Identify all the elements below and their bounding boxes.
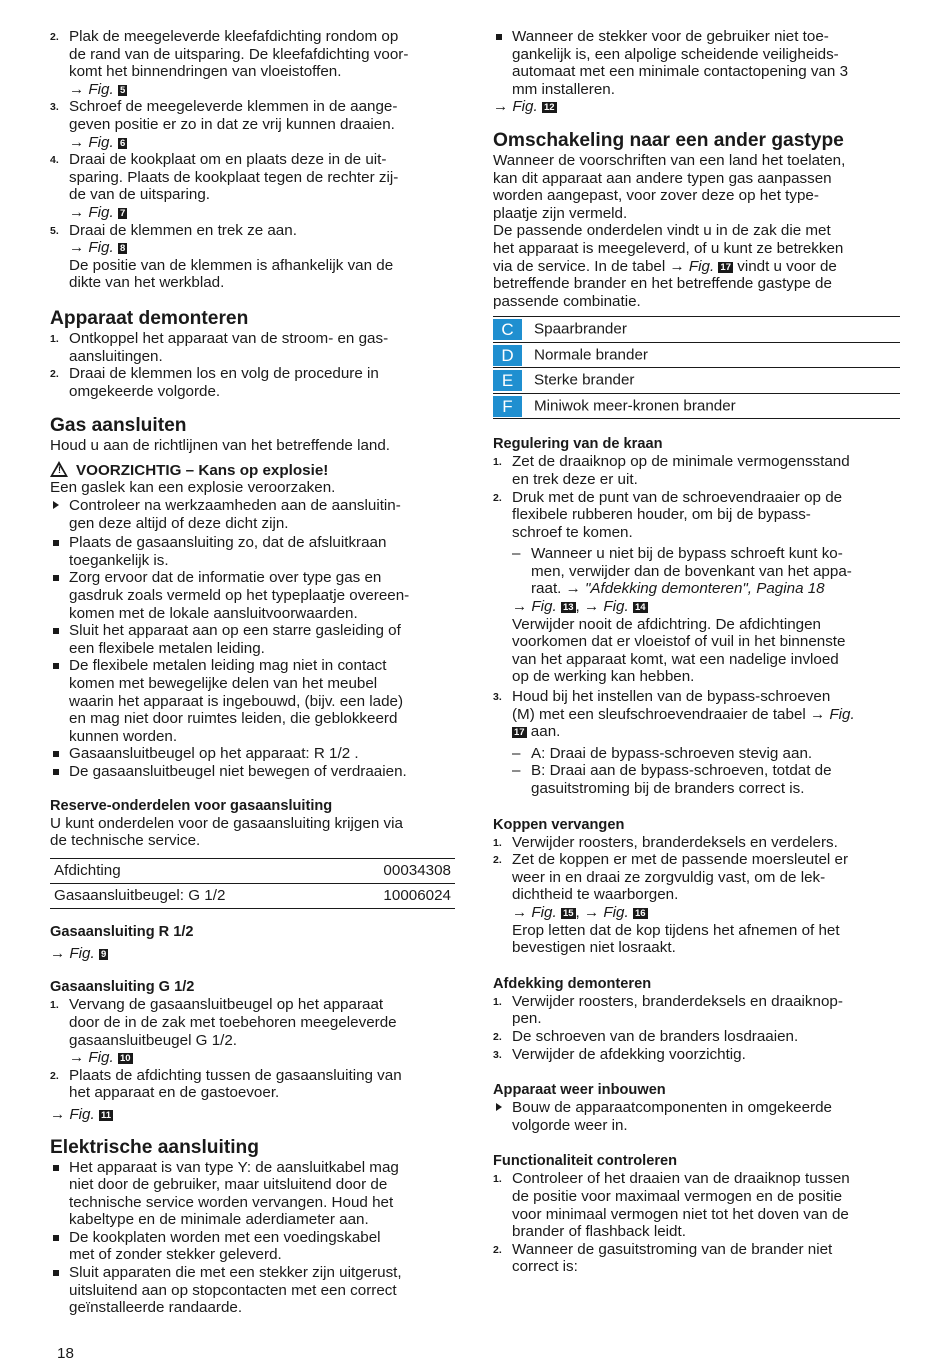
page-number: 18 <box>57 1345 74 1360</box>
step-number: 5. <box>50 224 59 237</box>
bullet-icon <box>53 575 59 581</box>
part-name: Gasaansluitbeugel: G 1/2 <box>50 883 335 908</box>
section-title-g12: Gasaansluiting G 1/2 <box>50 979 195 996</box>
fig-ref: → Fig. 7 <box>69 203 126 221</box>
burner-name: Sterke brander <box>534 371 635 389</box>
warning-heading: ! VOORZICHTIG – Kans op explosie! <box>50 461 455 480</box>
list-item: Wanneer de stekker voor de gebruiker niet toe- gankelijk is, een alpolige scheidende veiligheids- automaat met een minimale contactopening van 3 mm installeren. <box>493 28 900 98</box>
omschakeling-text: Wanneer de voorschriften van een land het toelaten, kan dit apparaat aan andere typen gas aanpassen worden aangepast, voor zover deze op het type- plaatje zijn vermeld. De passende onderdelen vindt u in de zak die met het apparaat is meegeleverd, of u kunt ze betrekken via de service. In de tabel → Fig. 17 vindt u voor de betreffende brander en het betreffende gastype de passende combinatie. <box>493 151 846 310</box>
step-number: 3. <box>50 101 59 114</box>
bullet-icon <box>53 769 59 775</box>
dash-item: – A: Draai de bypass-schroeven stevig aan. <box>512 744 813 762</box>
section-title-elektrisch: Elektrische aansluiting <box>50 1136 260 1158</box>
list-item: Sluit apparaten die met een stekker zijn uitgerust, uitsluitend aan op stopcontacten met een correct geïnstalleerde randaarde. <box>50 1264 455 1317</box>
section-title-kraan: Regulering van de kraan <box>493 436 663 453</box>
install-steps-list <box>50 28 455 292</box>
part-code: 10006024 <box>335 883 455 908</box>
list-item: 1. Ontkoppel het apparaat van de stroom- en gas- aansluitingen. <box>50 329 389 365</box>
list-item: Zorg ervoor dat de informatie over type gas en gasdruk zoals vermeld op het typeplaatje overeen- komen met de lokale aansluitvoorwaarden. <box>50 569 455 622</box>
cross-reference-link[interactable]: → "Afdekking demonteren", Pagina 18 <box>565 580 825 598</box>
step-number: 1. <box>493 1173 502 1186</box>
bullet-icon <box>53 1165 59 1171</box>
gas-bullets-list <box>50 534 455 780</box>
step-number: 3. <box>493 1048 502 1061</box>
bullet-icon <box>53 540 59 546</box>
table-row <box>50 858 455 883</box>
burner-name: Spaarbrander <box>534 320 627 338</box>
list-item: 4. Draai de kookplaat om en plaats deze in de uit- sparing. Plaats de kookplaat tegen de rechter zij- de van de uitsparing. → Fig. 7 <box>50 151 455 221</box>
burner-letter-badge: E <box>493 370 522 391</box>
step-number: 2. <box>50 31 59 43</box>
section-title-functionaliteit: Functionaliteit controleren <box>493 1153 678 1170</box>
burner-letter-badge: F <box>493 396 522 417</box>
functionaliteit-steps-list <box>493 1170 900 1276</box>
afdekking-steps-list <box>493 993 900 1063</box>
step-number: 1. <box>493 995 502 1008</box>
list-item: 2. De schroeven van de branders losdraaien. <box>493 1027 799 1045</box>
gas-intro: Houd u aan de richtlijnen van het betreffende land. <box>50 437 390 455</box>
action-arrow-icon <box>53 501 59 509</box>
dash-item: – B: Draai aan de bypass-schroeven, totdat de gasuitstroming bij de branders correct is. <box>512 762 832 797</box>
fig-ref: → Fig. 10 <box>69 1049 131 1067</box>
bullet-icon <box>53 1235 59 1241</box>
list-item: 1. Verwijder roosters, branderdeksels en draaiknop- pen. <box>493 992 843 1028</box>
section-title-koppen: Koppen vervangen <box>493 816 625 833</box>
section-title-gas: Gas aansluiten <box>50 415 187 437</box>
table-row <box>493 342 900 368</box>
action-step: Bouw de apparaatcomponenten in omgekeerde volgorde weer in. <box>493 1099 900 1134</box>
step-number: 2. <box>50 368 59 381</box>
warning-triangle-icon: ! <box>50 461 68 477</box>
table-row <box>493 393 900 419</box>
fig-ref: → Fig. 5 <box>69 80 126 98</box>
list-item: Het apparaat is van type Y: de aansluitkabel mag niet door de gebruiker, maar uitsluitend door de technische service worden vervangen. Houd het kabeltype en de minimale aderdiameter aan. <box>50 1159 455 1229</box>
burner-name: Miniwok meer-kronen brander <box>534 397 736 415</box>
list-item: Gasaansluitbeugel op het apparaat: R 1/2 . <box>50 745 455 763</box>
section-title-inbouwen: Apparaat weer inbouwen <box>493 1082 666 1099</box>
bullet-icon <box>53 663 59 669</box>
bullet-icon <box>53 628 59 634</box>
list-item: 1. Controleer of het draaien van de draaiknop tussen de positie voor maximaal vermogen en de positie voor minimaal vermogen niet tot het doven van de brander of flashback leidt. <box>493 1170 850 1241</box>
fig-ref: → Fig. 6 <box>69 133 126 151</box>
demonteren-steps-list <box>50 330 455 400</box>
step-number: 4. <box>50 154 59 167</box>
action-arrow-icon <box>496 1103 502 1111</box>
list-item: De gasaansluitbeugel niet bewegen of verdraaien. <box>50 763 455 781</box>
list-item: Sluit het apparaat aan op een starre gasleiding of een flexibele metalen leiding. <box>50 622 455 657</box>
g12-steps-list <box>50 996 455 1102</box>
step-number: 2. <box>50 1069 59 1082</box>
list-item: 2. Druk met de punt van de schroevendraaier op de flexibele rubberen houder, om bij de bypass- schroef te komen. – Wanneer u niet bij de bypass schroeft kunt ko- men, verwijder dan de bovenkant van het appa- raat. → "Afdekking demonteren", Pagina 18 → Fig. 13 , → Fig. 14 Verwijder nooit de afdichtring. De afdichtingen voorkomen dat er vloeistof of vuil in het binnenste van het apparaat komt, wat een nadelige invloed op de werking kan hebben. <box>493 489 900 687</box>
list-item: 2. Wanneer de gasuitstroming van de brander niet correct is: <box>493 1240 833 1276</box>
step-number: 2. <box>493 1243 502 1256</box>
list-item: 1. Vervang de gasaansluitbeugel op het apparaat door de in de zak met toebehoren meegeleverde gasaansluitbeugel G 1/2. → Fig. 10 <box>50 996 455 1066</box>
part-name: Afdichting <box>50 858 335 883</box>
section-title-reserve: Reserve-onderdelen voor gasaansluiting <box>50 797 333 814</box>
step-number: 1. <box>50 999 59 1012</box>
list-item: 2. Plak de meegeleverde kleefafdichting rondom op de rand van de uitsparing. De kleefafdichting voor- komt het binnendringen van vloeistoffen. → Fig. 5 <box>50 28 455 98</box>
step-number: 2. <box>493 1030 502 1043</box>
elec-bullets-list <box>50 1159 455 1317</box>
fig-ref: → Fig. 8 <box>69 239 126 257</box>
list-item: Plaats de gasaansluiting zo, dat de afsluitkraan toegankelijk is. <box>50 534 455 569</box>
bullet-icon <box>53 751 59 757</box>
section-title-demonteren: Apparaat demonteren <box>50 307 249 329</box>
fig-ref: → Fig. 13 , → Fig. 14 <box>512 598 646 616</box>
parts-table <box>50 858 455 909</box>
warning-text: Een gaslek kan een explosie veroorzaken. <box>50 479 336 497</box>
bullet-icon <box>496 34 502 40</box>
action-text: Controleer na werkzaamheden aan de aansluitin- gen deze altijd of deze dicht zijn. <box>69 497 401 532</box>
step-number: 1. <box>50 332 59 345</box>
fig-ref: → Fig. 12 <box>493 98 555 116</box>
section-title-r12: Gasaansluiting R 1/2 <box>50 923 194 940</box>
section-title-afdekking: Afdekking demonteren <box>493 975 652 992</box>
part-code: 00034308 <box>335 858 455 883</box>
burner-letter-badge: C <box>493 319 522 340</box>
list-item: 2. Plaats de afdichting tussen de gasaansluiting van het apparaat en de gastoevoer. <box>50 1066 402 1102</box>
bullet-icon <box>53 1270 59 1276</box>
burner-letter-badge: D <box>493 345 522 366</box>
list-item: 1. Verwijder roosters, branderdeksels en verdelers. <box>493 833 838 851</box>
list-item: 1. Zet de draaiknop op de minimale vermogensstand en trek deze er uit. <box>493 453 850 488</box>
table-row <box>50 883 455 908</box>
fig-ref: → Fig. 9 <box>50 944 107 962</box>
reserve-text: U kunt onderdelen voor de gasaansluiting krijgen via de technische service. <box>50 814 403 850</box>
list-item: 5. Draai de klemmen en trek ze aan. → Fig. 8 De positie van de klemmen is afhankelijk van de dikte van het werkblad. <box>50 222 455 292</box>
list-item: 3. Schroef de meegeleverde klemmen in de aange- geven positie er zo in dat ze vrij kunnen draaien. → Fig. 6 <box>50 98 455 151</box>
fig-ref: → Fig. 11 <box>50 1105 112 1123</box>
left-column <box>50 28 455 1317</box>
dash-item: – Wanneer u niet bij de bypass schroeft kunt ko- men, verwijder dan de bovenkant van het appa- raat. → "Afdekking demonteren", Pagina 18 <box>512 545 852 598</box>
list-item: 2. Draai de klemmen los en volg de procedure in omgekeerde volgorde. <box>50 365 379 400</box>
list-item: 3. Houd bij het instellen van de bypass-schroeven (M) met een sleufschroevendraaier de tabel → Fig. 17 aan. – A: Draai de bypass-schroeven stevig aan. – B: Draai aan de bypass-schroeven, totdat de gasuitstroming bij de branders correct is. <box>493 688 900 798</box>
list-item: De flexibele metalen leiding mag niet in contact komen met bewegelijke delen van het meubel waarin het apparaat is ingebouwd, (bijv. een lade) en mag niet door ruimtes leiden, die geblokkeerd kunnen worden. <box>50 657 455 745</box>
table-row <box>493 317 900 343</box>
list-item: De kookplaten worden met een voedingskabel met of zonder stekker geleverd. <box>50 1229 455 1264</box>
action-step <box>50 497 455 532</box>
burner-table <box>493 316 900 419</box>
table-row <box>493 368 900 394</box>
list-item: 3. Verwijder de afdekking voorzichtig. <box>493 1045 746 1063</box>
burner-name: Normale brander <box>534 346 648 364</box>
fig-ref: → Fig. 15 , → Fig. 16 <box>512 903 646 921</box>
right-column <box>493 28 900 1276</box>
list-item: 2. Zet de koppen er met de passende moersleutel er weer in en draai ze zorgvuldig vast, om de lek- dichtheid te waarborgen. → Fig. 15 , → Fig. 16 Erop letten dat de kop tijdens het afnemen of het bevestigen niet losraakt. <box>493 851 900 957</box>
section-title-omschakeling: Omschakeling naar een ander gastype <box>493 129 844 151</box>
